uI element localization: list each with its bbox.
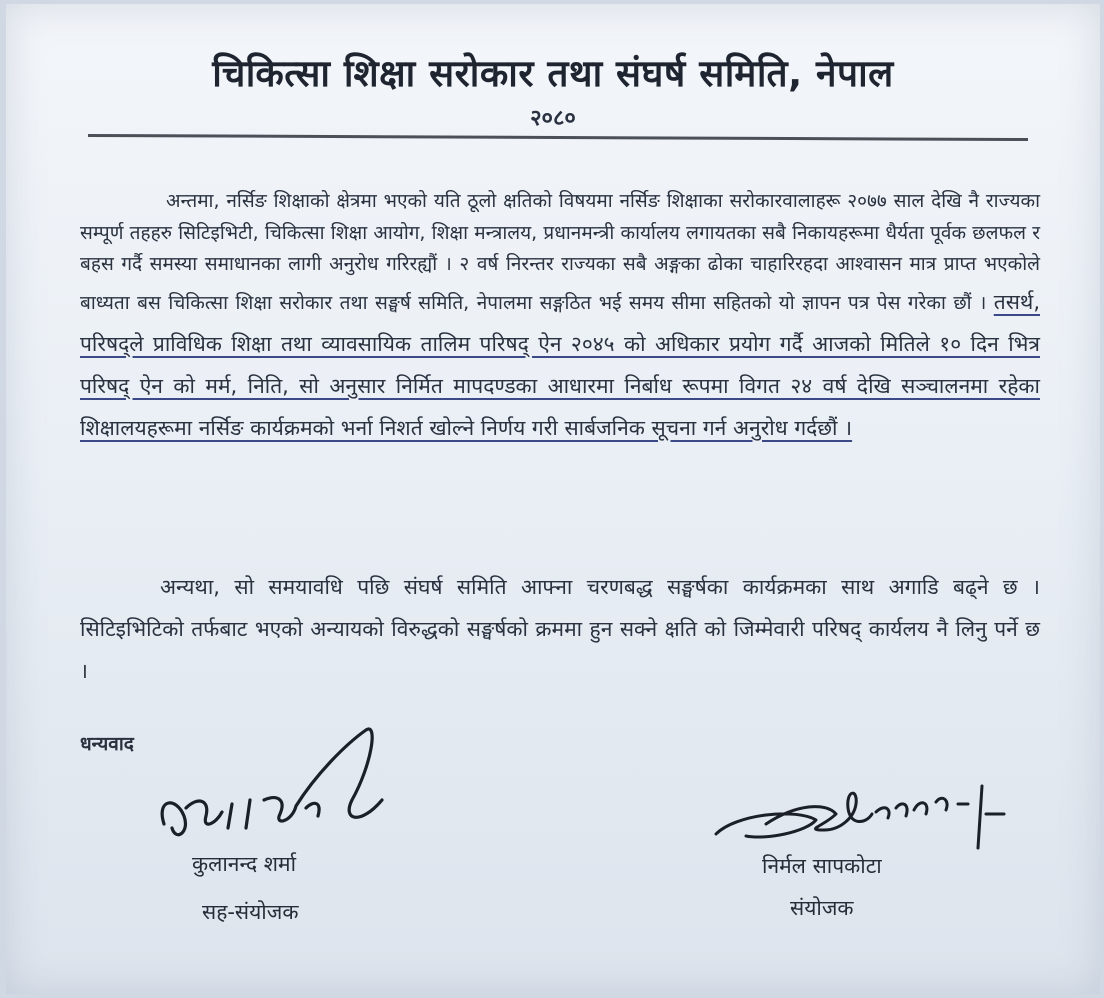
closing-thanks: धन्यवाद	[80, 733, 134, 755]
letter-page	[6, 4, 1100, 994]
header-divider	[88, 134, 1028, 141]
paragraph-main-underlined: तसर्थ, परिषद्ले प्राविधिक शिक्षा तथा व्यावसायिक तालिम परिषद् ऐन २०४५ को अधिकार प्रयोग गर्दै आजको मितिले १० दिन भित्र परिषद् ऐन को मर्म, निति, सो अनुसार निर्मित मापदण्डका आधारमा निर्बाध रूपमा विगत २४ वर्ष देखि सञ्चालनमा रहेका शिक्षालयहरूमा नर्सिङ कार्यक्रमको भर्ना निशर्त खोल्ने निर्णय गरी सार्बजनिक सूचना गर्न अनुरोध गर्दछौं ।	[80, 289, 1040, 440]
signatory-role: सह-संयोजक	[202, 900, 299, 924]
letter-year: २०८०	[530, 106, 576, 131]
signature-coordinator	[706, 774, 1026, 864]
signatory-name: कुलानन्द शर्मा	[192, 852, 297, 876]
signatory-name: निर्मल सापकोटा	[762, 854, 882, 878]
signature-co-coordinator	[146, 704, 416, 864]
paragraph-warning: अन्यथा, सो समयावधि पछि संघर्ष समिति आफ्ना चरणबद्ध सङ्घर्षका कार्यक्रमका साथ अगाडि बढ्ने छ । सिटिइभिटिको तर्फबाट भएको अन्यायको विरुद्धको सङ्घर्षको क्रममा हुन सक्ने क्षति को जिम्मेवारी परिषद् कार्यलय नै लिनु पर्ने छ ।	[80, 575, 1040, 683]
letter-title: चिकित्सा शिक्षा सरोकार तथा संघर्ष समिति, नेपाल	[212, 52, 894, 95]
signatory-role: संयोजक	[790, 896, 854, 920]
paragraph-main-text: अन्तमा, नर्सिङ शिक्षाको क्षेत्रमा भएको यति ठूलो क्षतिको विषयमा नर्सिङ शिक्षाका सरोकारवालाहरू २०७७ साल देखि नै राज्यका सम्पूर्ण तहहरु सिटिइभिटी, चिकित्सा शिक्षा आयोग, शिक्षा मन्त्रालय, प्रधानमन्त्री कार्यालय लगायतका सबै निकायहरूमा धैर्यता पूर्वक छलफल र बहस गर्दै समस्या समाधानका लागी अनुरोध गरिरह्यौं । २ वर्ष निरन्तर राज्यका सबै अङ्गका ढोका चाहारिरहदा आश्वासन मात्र प्राप्त भएकोले बाध्यता बस चिकित्सा शिक्षा सरोकार तथा सङ्घर्ष समिति, नेपालमा सङ्गठित भई समय सीमा सहितको यो ज्ञापन पत्र पेस गरेका छौं ।	[80, 190, 1040, 314]
paragraph-main	[80, 186, 1040, 449]
